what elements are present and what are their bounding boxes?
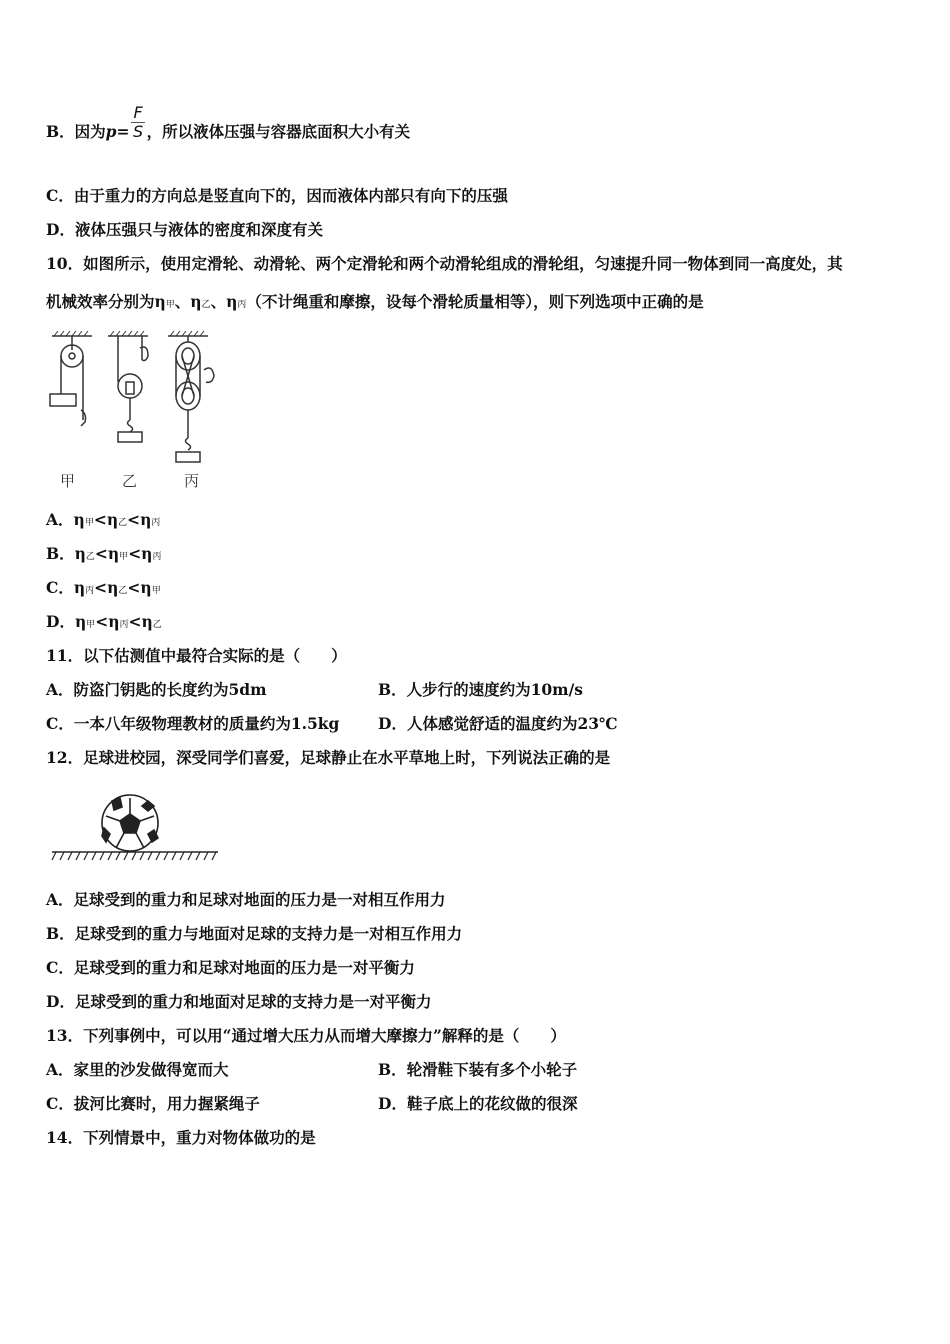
- q10-stem-line2: 机械效率分别为η甲、η乙、η丙（不计绳重和摩擦，设每个滑轮质量相等），则下列选项中正确的是: [46, 292, 704, 311]
- pressure-fraction: $\frac{F}{S}$: [132, 102, 144, 141]
- figure-label-bing: 丙: [184, 472, 200, 490]
- figure-label-yi: 乙: [122, 472, 138, 490]
- q10-stem-line1: 10．如图所示，使用定滑轮、动滑轮、两个定滑轮和两个动滑轮组成的滑轮组，匀速提升同一物体到同一高度处，其: [46, 254, 843, 273]
- q9-option-c: C．由于重力的方向总是竖直向下的，因而液体内部只有向下的压强: [46, 186, 508, 205]
- q10-option-b: B．η乙<η甲<η丙: [46, 544, 162, 563]
- q13-option-a: A．家里的沙发做得宽而大: [46, 1060, 229, 1079]
- q13-option-d: D．鞋子底上的花纹做的很深: [378, 1094, 578, 1113]
- q9-option-b: B．因为p= $\frac{F}{S}$ ，所以液体压强与容器底面积大小有关: [46, 102, 411, 141]
- q11-option-a: A．防盗门钥匙的长度约为5dm: [46, 680, 267, 699]
- q12-option-c: C．足球受到的重力和足球对地面的压力是一对平衡力: [46, 958, 415, 977]
- q12-option-a: A．足球受到的重力和足球对地面的压力是一对相互作用力: [46, 890, 446, 909]
- q11-option-b: B．人步行的速度约为10m/s: [378, 680, 583, 699]
- q10-option-a: A．η甲<η乙<η丙: [46, 510, 161, 529]
- q13-stem: 13．下列事例中，可以用“通过增大压力从而增大摩擦力”解释的是（ ）: [46, 1026, 566, 1045]
- figure-label-jia: 甲: [60, 472, 76, 490]
- q11-stem: 11．以下估测值中最符合实际的是（ ）: [46, 646, 347, 665]
- q12-stem: 12．足球进校园，深受同学们喜爱，足球静止在水平草地上时，下列说法正确的是: [46, 748, 611, 767]
- q11-option-c: C．一本八年级物理教材的质量约为1.5kg: [46, 714, 340, 733]
- q10-option-d: D．η甲<η丙<η乙: [46, 612, 162, 631]
- q13-option-b: B．轮滑鞋下装有多个小轮子: [378, 1060, 578, 1079]
- football-figure: [50, 790, 222, 865]
- q12-option-d: D．足球受到的重力和地面对足球的支持力是一对平衡力: [46, 992, 432, 1011]
- q13-option-c: C．拔河比赛时，用力握紧绳子: [46, 1094, 260, 1113]
- pulley-figure: [46, 330, 236, 465]
- football-on-ground-diagram: [50, 790, 222, 865]
- pulley-diagram: [46, 330, 236, 465]
- pressure-var: p: [105, 122, 117, 141]
- q14-stem: 14．下列情景中，重力对物体做功的是: [46, 1128, 316, 1147]
- q9-option-d: D．液体压强只与液体的密度和深度有关: [46, 220, 323, 239]
- q10-option-c: C．η丙<η乙<η甲: [46, 578, 161, 597]
- q11-option-d: D．人体感觉舒适的温度约为23℃: [378, 714, 618, 733]
- q12-option-b: B．足球受到的重力与地面对足球的支持力是一对相互作用力: [46, 924, 463, 943]
